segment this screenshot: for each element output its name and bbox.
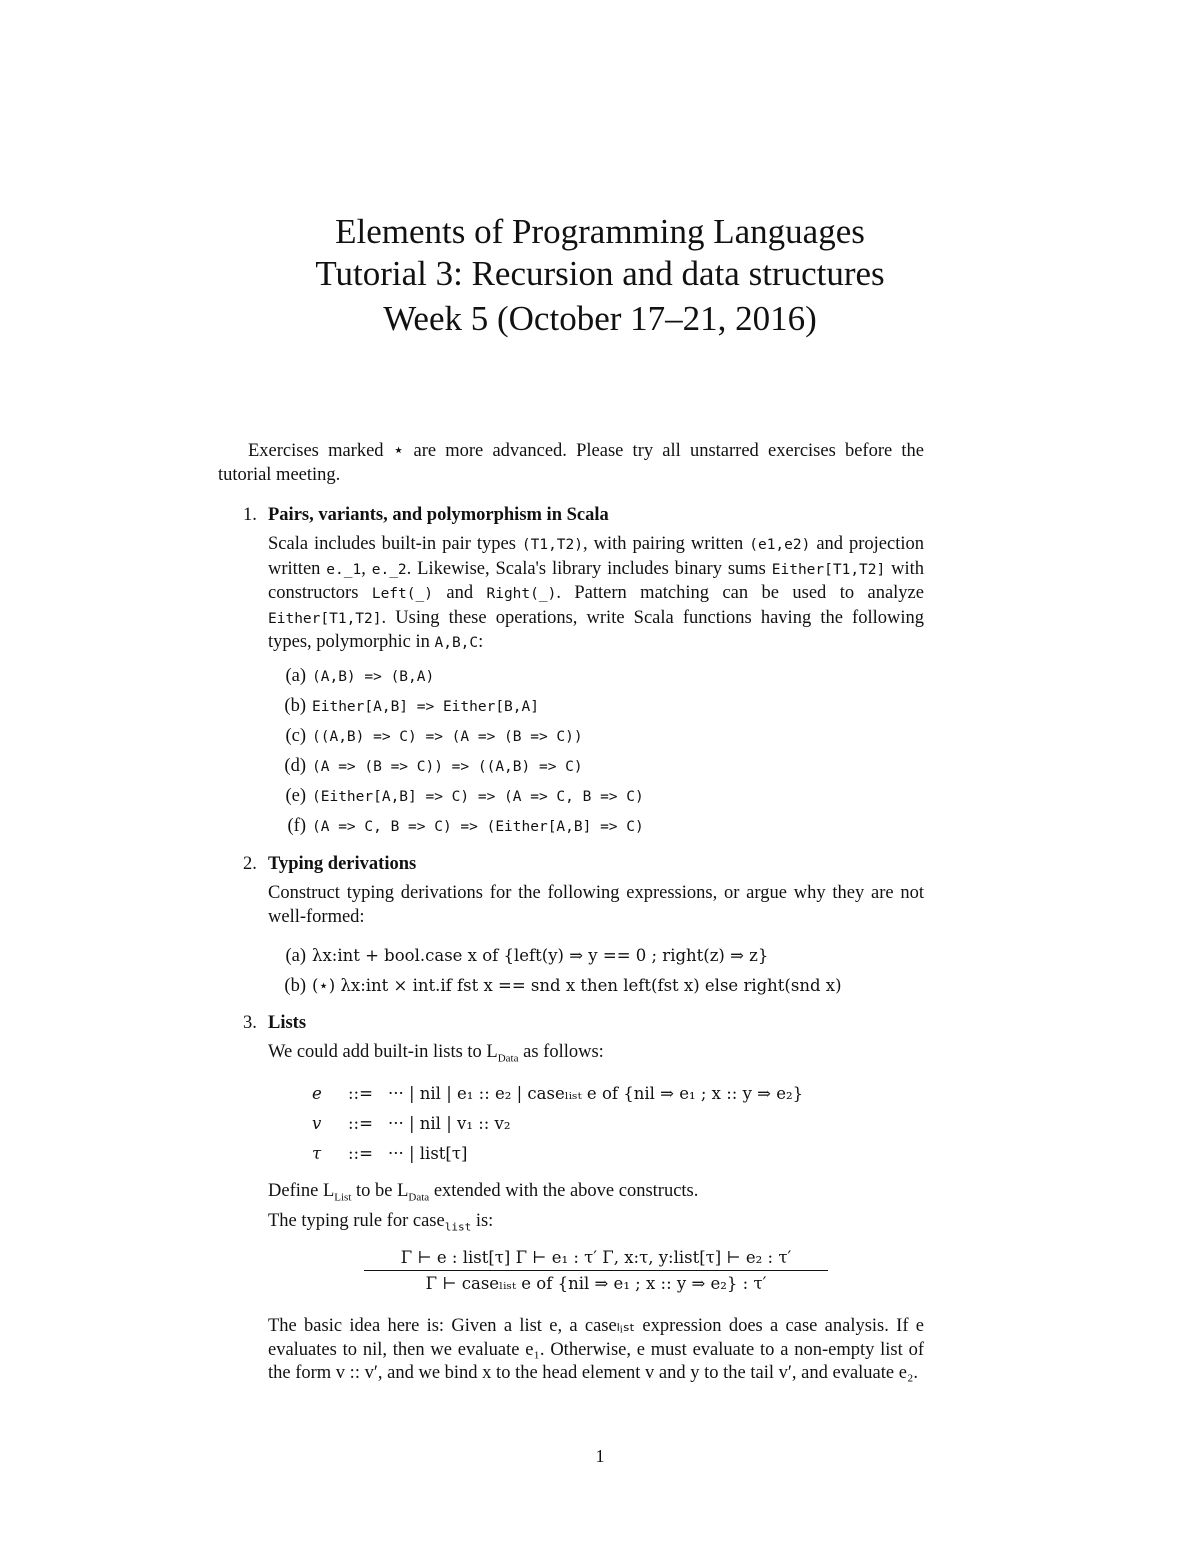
section-number: 1. — [243, 505, 257, 525]
list-item: (d) (A => (B => C)) => ((A,B) => C) — [284, 756, 583, 776]
page-number: 1 — [595, 1446, 605, 1466]
section-3-paragraph-d: The basic idea here is: Given a list e, a caseₗᵢₛₜ expression does a case analysis. If e evaluates to nil, then we evaluate e₁. Otherwise, e must evaluate to a non-empty list of the form v :: v′, and we bind x to the head element v and y to the tail v′, and evaluate e₂. — [268, 1316, 924, 1384]
grammar-row-expr: e ::= ··· | nil | e₁ :: e₂ | caseₗᵢₛₜ e of {nil ⇒ e₁ ; x :: y ⇒ e₂} — [312, 1084, 804, 1103]
section-number: 2. — [243, 854, 257, 874]
list-item: (e) (Either[A,B] => C) => (A => C, B => C) — [285, 786, 644, 806]
intro-paragraph: Exercises marked ⋆ are more advanced. Please try all unstarred exercises before the tutorial meeting. — [218, 441, 924, 485]
rule-bar — [364, 1270, 828, 1271]
document-title: Elements of Programming Languages — [335, 212, 865, 251]
section-3-paragraph-a: We could add built-in lists to $L_{Data}$ as follows: — [268, 1042, 604, 1065]
list-item: (b) (⋆) λx:int × int.if fst x == snd x then left(fst x) else right(snd x) — [284, 976, 842, 996]
grammar-row-value: v ::= ··· | nil | v₁ :: v₂ — [312, 1114, 511, 1133]
rule-premises: Γ ⊢ e : list[τ] Γ ⊢ e₁ : τ′ Γ, x:τ, y:list[τ] ⊢ e₂ : τ′ — [400, 1248, 792, 1267]
section-3-paragraph-c: The typing rule for case$_{list}$ is: — [268, 1211, 494, 1234]
document-subtitle: Tutorial 3: Recursion and data structures — [315, 254, 885, 293]
section-2-paragraph: Construct typing derivations for the following expressions, or argue why they are not well-formed: — [268, 883, 924, 927]
list-item: (b) Either[A,B] => Either[B,A] — [284, 696, 539, 716]
list-item: (a) (A,B) => (B,A) — [285, 666, 435, 686]
typing-rule — [364, 1248, 828, 1293]
section-3-paragraph-b: Define $L_{List}$ to be $L_{Data}$ extended with the above constructs. — [268, 1181, 699, 1204]
list-item: (a) λx:int + bool.case x of {left(y) ⇒ y == 0 ; right(z) ⇒ z} — [285, 946, 769, 966]
list-item: (f) (A => C, B => C) => (Either[A,B] => C) — [287, 816, 644, 836]
section-1-paragraph: Scala includes built-in pair types (T1,T2), with pairing written (e1,e2) and projection written e._1, e._2. Likewise, Scala's library includes binary sums Either[T1,T2] with constructors Left(_) and Right(_). Pattern matching can be used to analyze Either[T1,T2]. Using these operations, write Scala functions having the following types, polymorphic in A,B,C: — [268, 534, 925, 653]
grammar-row-type: τ ::= ··· | list[τ] — [312, 1144, 468, 1163]
section-number: 3. — [243, 1013, 257, 1033]
section-heading-1 — [243, 504, 609, 527]
section-title: Pairs, variants, and polymorphism in Scala — [268, 505, 609, 525]
rule-conclusion: Γ ⊢ caseₗᵢₛₜ e of {nil ⇒ e₁ ; x :: y ⇒ e₂} : τ′ — [425, 1274, 767, 1293]
list-item: (c) ((A,B) => C) => (A => (B => C)) — [285, 726, 583, 746]
document-week: Week 5 (October 17–21, 2016) — [383, 299, 817, 338]
section-title: Typing derivations — [268, 854, 417, 874]
section-title: Lists — [268, 1013, 307, 1033]
section-heading-2 — [243, 853, 416, 876]
section-heading-3 — [243, 1012, 306, 1035]
